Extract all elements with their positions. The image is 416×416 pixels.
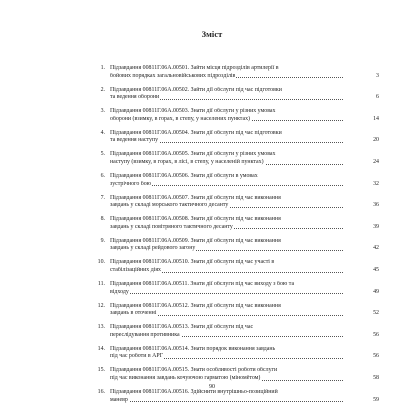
entry-page-number: 20 bbox=[363, 137, 379, 145]
entry-title-line2: та ведення оборони bbox=[110, 94, 351, 102]
entry-title-line2: завдань у складі рейдового загону bbox=[110, 245, 351, 253]
entry-title-line1: Підзавдання 00811Г.06А.00504. Знати дії обслуги під час підготовки bbox=[110, 129, 282, 136]
entry-title-line1: Підзавдання 00811Г.06А.00503. Знати дії обслуги у різних умовах bbox=[110, 108, 276, 115]
entry-title-line2: маневр bbox=[110, 397, 351, 405]
toc-entry[interactable] bbox=[91, 151, 379, 173]
entry-text bbox=[110, 367, 351, 382]
entry-number: 7. bbox=[100, 194, 105, 201]
entry-page-number: 39 bbox=[363, 224, 379, 232]
toc-entry[interactable] bbox=[91, 87, 379, 109]
toc-entry[interactable] bbox=[91, 65, 379, 87]
entry-number: 3. bbox=[100, 108, 105, 115]
entry-title-line2: наступу (взимку, в горах, в лісі, в степу, у населеній пунктах) bbox=[110, 159, 351, 167]
toc-entry[interactable] bbox=[91, 108, 379, 130]
entry-number: 6. bbox=[100, 172, 105, 179]
toc-entry[interactable] bbox=[91, 195, 379, 217]
entry-title-line1: Підзавдання 00811Г.06А.00509. Знати дії обслуги під час виконання bbox=[110, 237, 281, 244]
toc-entry[interactable] bbox=[91, 324, 379, 346]
entry-title-line2: відходу bbox=[110, 289, 351, 297]
entry-number: 10. bbox=[97, 259, 105, 266]
document-page bbox=[52, 0, 379, 416]
entry-text bbox=[110, 195, 351, 210]
entry-title-line2: стабілізаційних діях bbox=[110, 267, 351, 275]
entry-page-number: 14 bbox=[363, 116, 379, 124]
entry-title-line1: Підзавдання 00811Г.06А.00501. Зайти місця підрозділів артилерії в bbox=[110, 65, 279, 71]
entry-title-line2: завдань в оточенні bbox=[110, 310, 351, 318]
entry-number: 9. bbox=[100, 237, 105, 244]
toc-entry[interactable] bbox=[91, 259, 379, 281]
entry-number: 15. bbox=[97, 367, 105, 374]
entry-number: 2. bbox=[100, 86, 105, 93]
toc-entry[interactable] bbox=[91, 216, 379, 238]
page-title: Зміст bbox=[201, 30, 223, 39]
entry-number: 16. bbox=[97, 388, 105, 395]
entry-page-number: 45 bbox=[363, 267, 379, 275]
page-number: 90 bbox=[209, 384, 215, 390]
entry-number: 12. bbox=[97, 302, 105, 309]
entry-page-number: 52 bbox=[363, 310, 379, 318]
entry-title-line2: оборони (взимку, в горах, в степу, у населених пунктах) bbox=[110, 116, 351, 124]
entry-page-number: 42 bbox=[363, 245, 379, 253]
toc-entry[interactable] bbox=[91, 303, 379, 325]
entry-text bbox=[110, 87, 351, 102]
entry-title-line2: завдань у складі морського тактичного десанту bbox=[110, 202, 351, 210]
entry-text bbox=[110, 346, 351, 361]
entry-title-line2: бойових порядках загальновійськових підрозділів bbox=[110, 73, 351, 81]
toc-entry[interactable] bbox=[91, 130, 379, 152]
entry-text bbox=[110, 259, 351, 274]
entry-title-line1: Підзавдання 00811Г.06А.00514. Знати порядок виконання завдань bbox=[110, 345, 276, 352]
entry-page-number: 56 bbox=[363, 353, 379, 361]
entry-title-line1: Підзавдання 00811Г.06А.00511. Знати дії обслуги під час виходу з бою та bbox=[110, 280, 295, 287]
entry-text bbox=[110, 303, 351, 318]
toc-entry[interactable] bbox=[91, 346, 379, 368]
entry-number: 4. bbox=[100, 129, 105, 136]
entry-text bbox=[110, 173, 351, 188]
entry-title-line2: під час виконання завдань кочуючою гарматою (міномётом) bbox=[110, 375, 351, 383]
entry-number: 11. bbox=[97, 280, 105, 287]
entry-page-number: 59 bbox=[363, 397, 379, 405]
entry-page-number: 32 bbox=[363, 181, 379, 189]
entry-title-line2: переслідування противника bbox=[110, 332, 351, 340]
toc-entry[interactable] bbox=[91, 281, 379, 303]
entry-number: 1. bbox=[100, 65, 105, 71]
entry-title-line1: Підзавдання 00811Г.06А.00502. Зайти дії обслуги під час підготовки bbox=[110, 86, 282, 93]
entry-text bbox=[110, 389, 351, 404]
entry-text bbox=[110, 130, 351, 145]
entry-page-number: 36 bbox=[363, 202, 379, 210]
entry-title-line1: Підзавдання 00811Г.06А.00513. Знати дії обслуги під час bbox=[110, 324, 254, 331]
toc-entry[interactable] bbox=[91, 389, 379, 411]
entry-title-line1: Підзавдання 00811Г.06А.00506. Знати дії обслуги в умовах bbox=[110, 172, 258, 179]
entry-text bbox=[110, 151, 351, 166]
entry-text bbox=[110, 238, 351, 253]
entry-text bbox=[110, 108, 351, 123]
toc-entry[interactable] bbox=[91, 173, 379, 195]
entry-page-number: 3 bbox=[363, 73, 379, 81]
entry-text bbox=[110, 324, 351, 339]
toc-entry[interactable] bbox=[91, 238, 379, 260]
entry-page-number: 56 bbox=[363, 332, 379, 340]
entry-title-line1: Підзавдання 00811Г.06А.00516. Здійснити внутрішньо-позиційний bbox=[110, 388, 278, 395]
entry-title-line2: завдань у складі повітряного тактичного десанту bbox=[110, 224, 351, 232]
entry-title-line1: Підзавдання 00811Г.06А.00505. Знати дії обслуги у різних умовах bbox=[110, 151, 276, 158]
entry-page-number: 6 bbox=[363, 94, 379, 102]
entry-title-line1: Підзавдання 00811Г.06А.00508. Знати дії обслуги під час виконання bbox=[110, 216, 281, 223]
entry-text bbox=[110, 65, 351, 80]
entry-number: 8. bbox=[100, 216, 105, 223]
entry-text bbox=[110, 281, 351, 296]
entry-title-line2: під час роботи в АРГ bbox=[110, 353, 351, 361]
table-of-contents bbox=[91, 65, 379, 411]
entry-page-number: 58 bbox=[363, 375, 379, 383]
entry-page-number: 24 bbox=[363, 159, 379, 167]
entry-title-line2: зустрічного бою bbox=[110, 181, 351, 189]
entry-title-line1: Підзавдання 00811Г.06А.00512. Знати дії обслуги під час виконання bbox=[110, 302, 281, 309]
entry-title-line1: Підзавдання 00811Г.06А.00510. Знати дії обслуги під час участі в bbox=[110, 259, 275, 266]
entry-title-line1: Підзавдання 00811Г.06А.00507. Знати дії обслуги під час виконання bbox=[110, 194, 281, 201]
entry-text bbox=[110, 216, 351, 231]
entry-number: 5. bbox=[100, 151, 105, 158]
entry-number: 13. bbox=[97, 324, 105, 331]
entry-page-number: 49 bbox=[363, 289, 379, 297]
entry-title-line1: Підзавдання 00811Г.06А.00515. Знати особливості роботи обслуги bbox=[110, 367, 278, 374]
entry-number: 14. bbox=[97, 345, 105, 352]
entry-title-line2: та ведення наступу bbox=[110, 137, 351, 145]
